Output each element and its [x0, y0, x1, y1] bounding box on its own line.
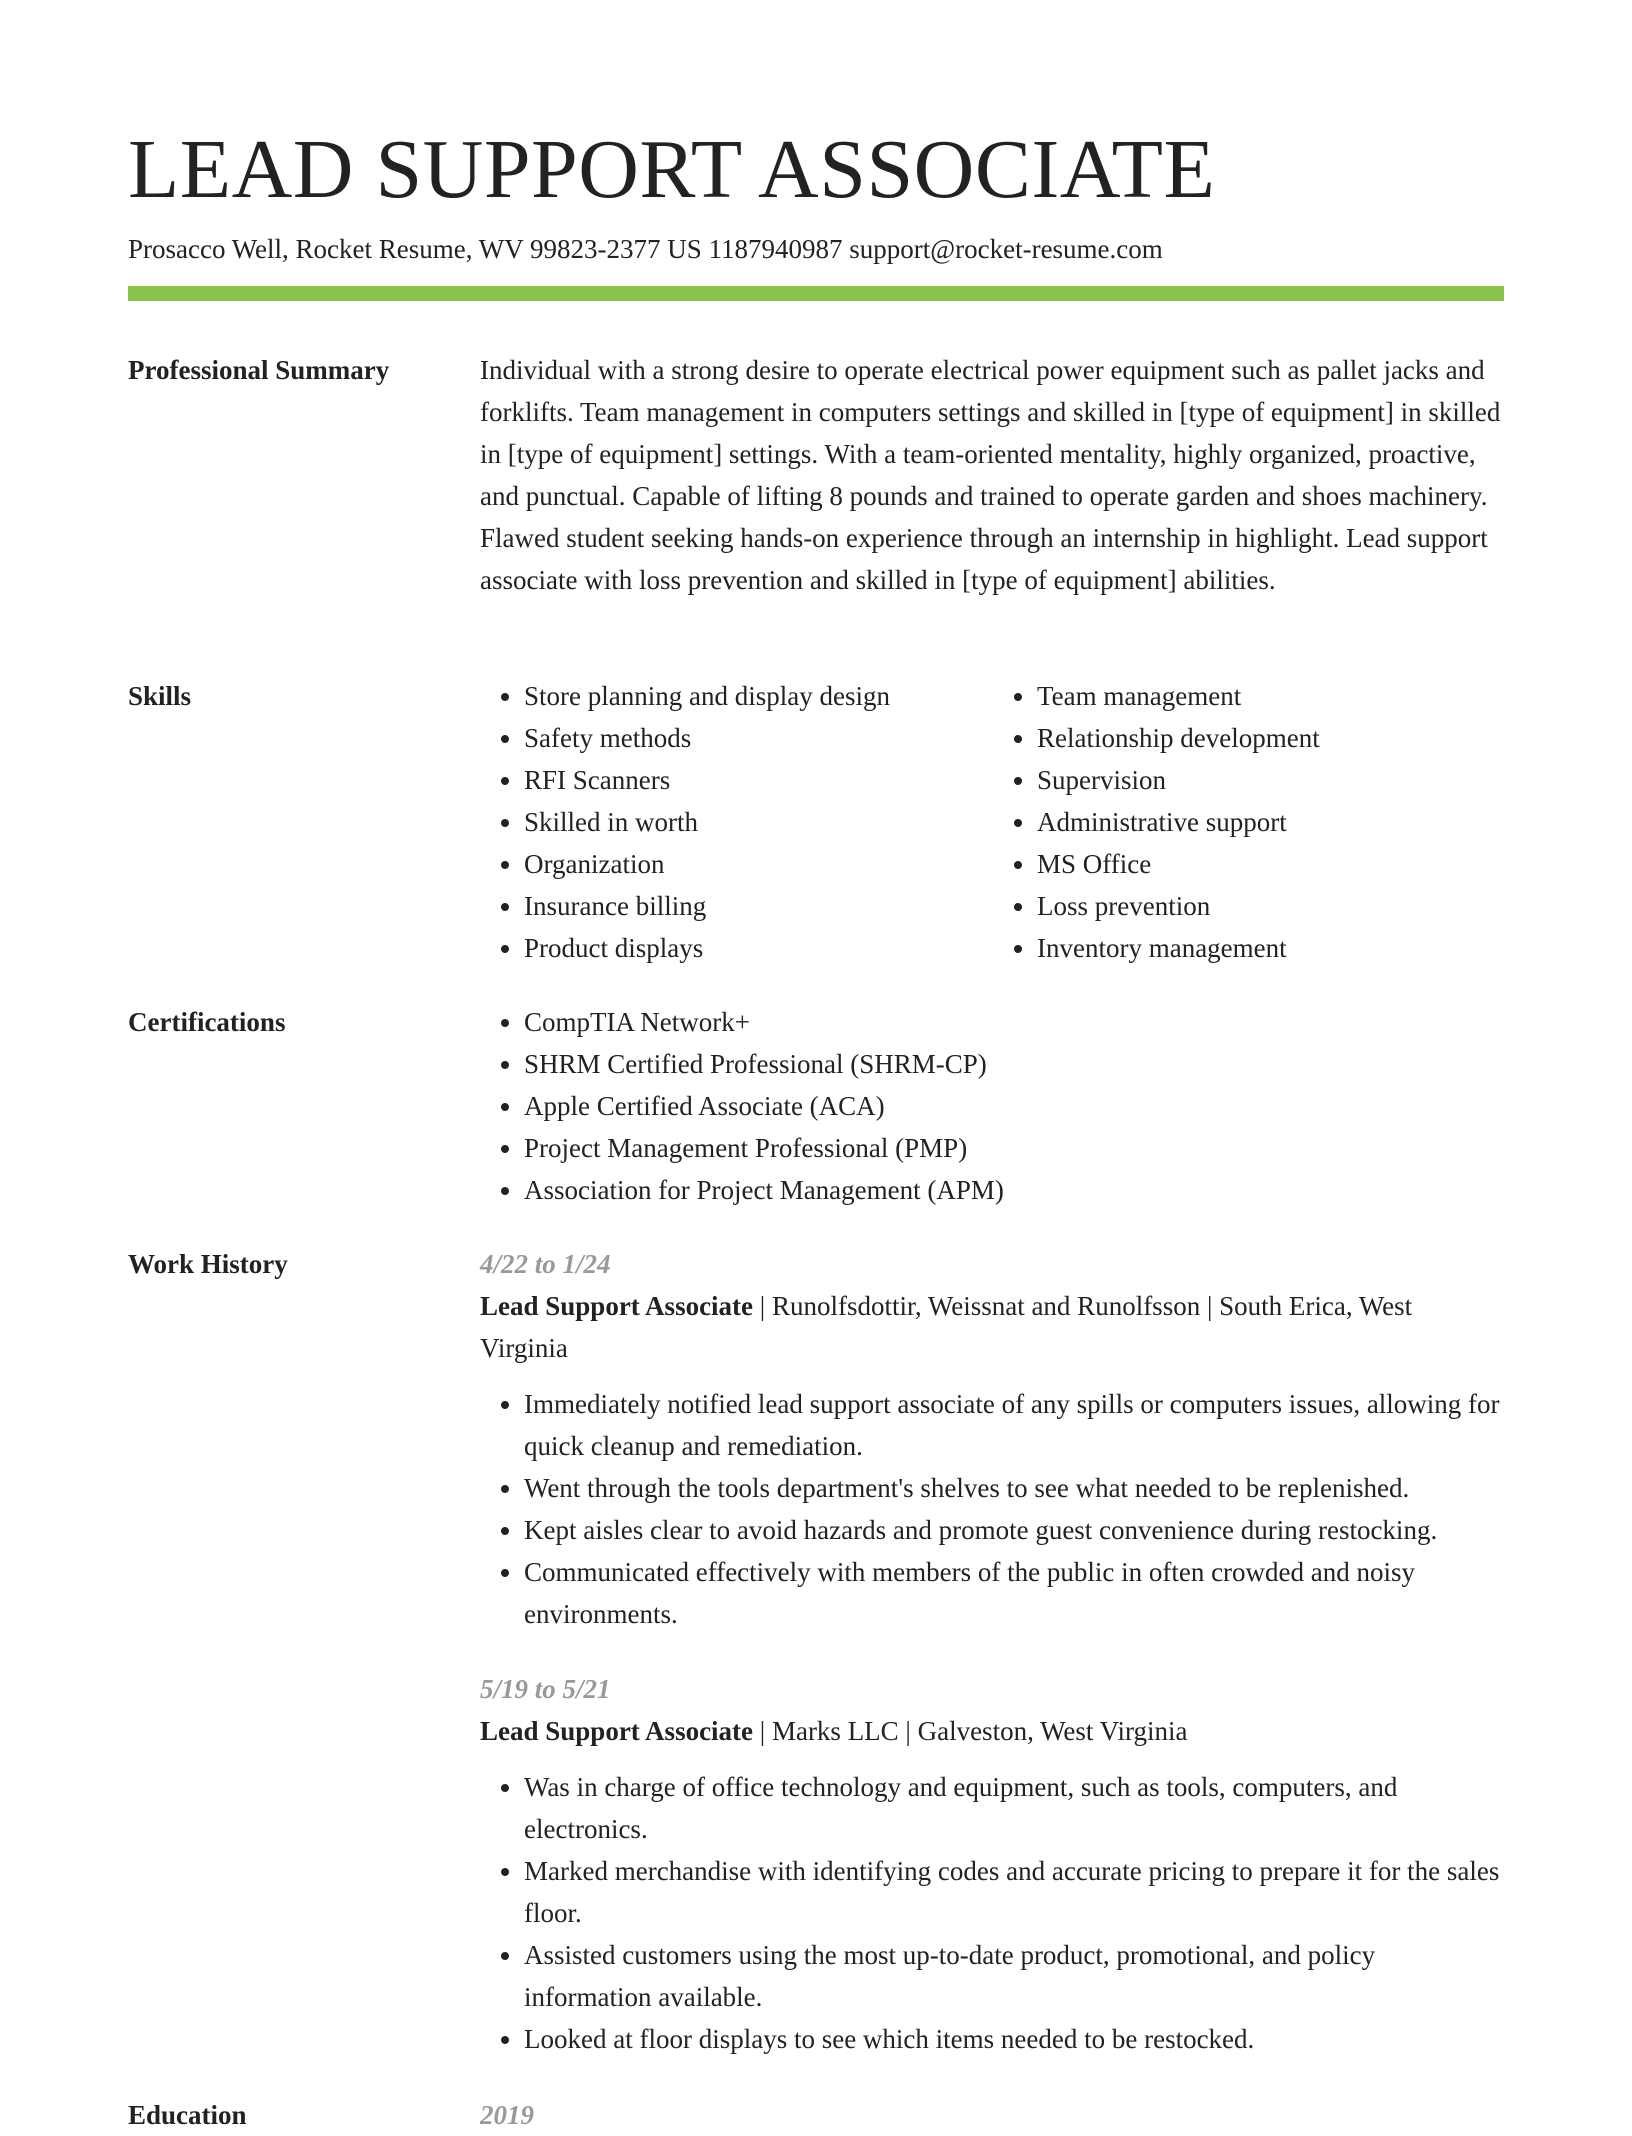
- skills-block: [480, 675, 1506, 969]
- list-item: • Was in charge of office technology and equipment, such as tools, computers, and electronics.: [524, 1766, 1506, 1850]
- job-dates: 5/19 to 5/21: [480, 1674, 611, 1704]
- list-item: • Went through the tools department's shelves to see what needed to be replenished.: [524, 1467, 1506, 1509]
- skills-list-right: [993, 675, 1506, 969]
- education-year: 2019: [480, 2100, 534, 2130]
- section-label-certifications: Certifications: [128, 1007, 286, 1037]
- job-entry: [480, 1243, 1506, 1635]
- list-item: • Association for Project Management (APM): [524, 1169, 1506, 1211]
- section-label-skills: Skills: [128, 681, 192, 711]
- list-item: • Skilled in worth: [524, 801, 993, 843]
- page-title: LEAD SUPPORT ASSOCIATE: [128, 123, 1216, 216]
- list-item: • Assisted customers using the most up-to-date product, promotional, and policy information available.: [524, 1934, 1506, 2018]
- summary-text: Individual with a strong desire to operate electrical power equipment such as pallet jacks and forklifts. Team management in computers settings and skilled in [type of equipment] in skilled in [type of equipment] settings. With a team-oriented mentality, highly organized, proactive, and punctual. Capable of lifting 8 pounds and trained to operate garden and shoes machinery. Flawed student seeking hands-on experience through an internship in highlight. Lead support associate with loss prevention and skilled in [type of equipment] abilities.: [480, 355, 1501, 595]
- job-bullets: [480, 1766, 1506, 2060]
- list-item: • Inventory management: [1037, 927, 1506, 969]
- section-label-work-history: Work History: [128, 1249, 288, 1279]
- job-entry: [480, 1668, 1506, 2060]
- skills-list-left: [480, 675, 993, 969]
- certifications-block: [480, 1001, 1506, 1211]
- list-item: • CompTIA Network+: [524, 1001, 1506, 1043]
- list-item: • Supervision: [1037, 759, 1506, 801]
- list-item: • Looked at floor displays to see which items needed to be restocked.: [524, 2018, 1506, 2060]
- list-item: • SHRM Certified Professional (SHRM-CP): [524, 1043, 1506, 1085]
- job-bullets: [480, 1383, 1506, 1635]
- list-item: • Administrative support: [1037, 801, 1506, 843]
- list-item: • Safety methods: [524, 717, 993, 759]
- certifications-list: [480, 1001, 1506, 1211]
- job-role: [480, 1285, 1506, 1369]
- list-item: • Communicated effectively with members of the public in often crowded and noisy environments.: [524, 1551, 1506, 1635]
- list-item: • Loss prevention: [1037, 885, 1506, 927]
- job-details: | Marks LLC | Galveston, West Virginia: [753, 1716, 1188, 1746]
- list-item: • Relationship development: [1037, 717, 1506, 759]
- list-item: • Marked merchandise with identifying codes and accurate pricing to prepare it for the sales floor.: [524, 1850, 1506, 1934]
- list-item: • Kept aisles clear to avoid hazards and promote guest convenience during restocking.: [524, 1509, 1506, 1551]
- list-item: • Immediately notified lead support associate of any spills or computers issues, allowing for quick cleanup and remediation.: [524, 1383, 1506, 1467]
- job-title: Lead Support Associate: [480, 1291, 754, 1321]
- list-item: • Team management: [1037, 675, 1506, 717]
- contact-line: Prosacco Well, Rocket Resume, WV 99823-2377 US 1187940987 support@rocket-resume.com: [128, 234, 1163, 264]
- list-item: • Organization: [524, 843, 993, 885]
- list-item: • RFI Scanners: [524, 759, 993, 801]
- job-dates: 4/22 to 1/24: [480, 1249, 611, 1279]
- job-title: Lead Support Associate: [480, 1716, 754, 1746]
- list-item: • Apple Certified Associate (ACA): [524, 1085, 1506, 1127]
- list-item: • Insurance billing: [524, 885, 993, 927]
- accent-divider: [128, 286, 1504, 301]
- summary-block: [480, 349, 1506, 601]
- section-label-summary: Professional Summary: [128, 355, 390, 385]
- education-block: [480, 2094, 1506, 2136]
- list-item: • Product displays: [524, 927, 993, 969]
- skills-columns: [480, 675, 1506, 969]
- job-details: | Runolfsdottir, Weissnat and Runolfsson | South Erica, West Virginia: [480, 1291, 1413, 1363]
- list-item: • MS Office: [1037, 843, 1506, 885]
- section-label-education: Education: [128, 2100, 247, 2130]
- job-role: [480, 1710, 1506, 1752]
- list-item: • Project Management Professional (PMP): [524, 1127, 1506, 1169]
- list-item: • Store planning and display design: [524, 675, 993, 717]
